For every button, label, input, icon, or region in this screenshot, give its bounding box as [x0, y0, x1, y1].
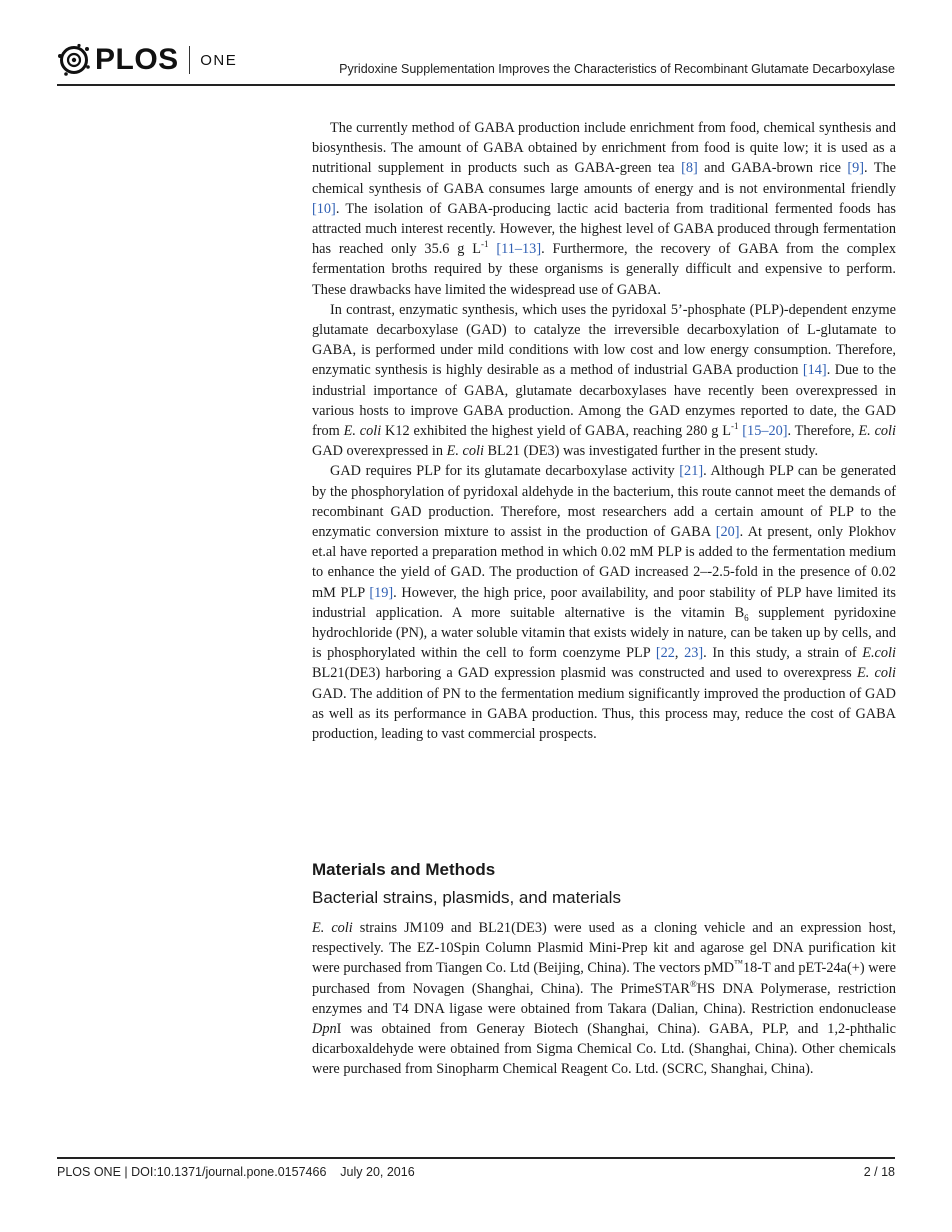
citation-link[interactable]: [8] [681, 160, 698, 177]
citation-link[interactable]: [14] [802, 362, 827, 379]
footer-citation: PLOS ONE | DOI:10.1371/journal.pone.0157466 July 20, 2016 [57, 1165, 415, 1179]
logo-journal-text: ONE [200, 51, 238, 69]
header-divider [57, 84, 895, 86]
citation-link[interactable]: [21] [679, 463, 704, 480]
citation-link[interactable]: [9] [847, 160, 865, 177]
citation-link[interactable]: [20] [715, 524, 740, 541]
plos-one-logo [57, 42, 237, 78]
plos-logo-icon [57, 43, 91, 77]
paragraph-materials: E. coli strains JM109 and BL21(DE3) were used as a cloning vehicle and an expression host, respectively. The EZ-10Spin Column Plasmid Mini-Prep kit and agarose gel DNA purification kit were purchased from Tiangen Co. Ltd (Beijing, China). The vectors pMD™18-T and pET-24a(+) were purchased from Novagen (Shanghai, China). The PrimeSTAR®HS DNA Polymerase, restriction enzymes and T4 DNA ligase were obtained from Takara (Dalian, China). Restriction endonuclease DpnI was obtained from Generay Biotech (Shanghai, China). GABA, PLP, and 1,2-phthalic dicarboxaldehyde were obtained from Sigma Chemical Co. Ltd. (Shanghai, China). Other chemicals were purchased from Sinopharm Chemical Reagent Co. Ltd. (SCRC, Shanghai, China). [312, 920, 896, 1078]
body-column-methods [312, 918, 896, 1080]
paragraph-plp-requirement: GAD requires PLP for its glutamate decarboxylase activity [21]. Although PLP can be generated by the phosphorylation of pyridoxal aldehyde in the bacterium, this route cannot meet the demands of recombinant GAD production. Therefore, most researchers add a certain amount of PLP to the enzymatic conversion mixture to assist in the production of GABA [20]. At present, only Plokhov et.al have reported a preparation method in which 0.02 mM PLP is added to the fermentation medium to enhance the yield of GAD. The production of GAD increased 2–-2.5-fold in the presence of 0.02 mM PLP [19]. However, the high price, poor availability, and poor stability of PLP have limited its industrial application. A more suitable alternative is the vitamin $B_6$ supplement pyridoxine hydrochloride (PN), a water soluble vitamin that exists widely in nature, can be taken up by cells, and is phosphorylated within the cell to form coenzyme PLP [22, 23]. In this study, a strain of E.coli BL21(DE3) harboring a GAD expression plasmid was constructed and used to overexpress E. coli GAD. The addition of PN to the fermentation medium significantly improved the production of GAD as well as its performance in GABA production. Thus, this process may, reduce the cost of GABA production, leading to vast commercial prospects. [312, 463, 896, 743]
citation-link[interactable]: [19] [369, 584, 394, 601]
citation-link[interactable]: [22 [655, 645, 675, 662]
citation-link[interactable]: [11–13] [496, 241, 542, 258]
running-title: Pyridoxine Supplementation Improves the Characteristics of Recombinant Glutamate Decarboxylase [339, 62, 895, 76]
citation-link[interactable]: [10] [312, 200, 336, 217]
section-heading: Materials and Methods [312, 860, 496, 879]
logo-separator [189, 46, 191, 74]
paragraph-enzymatic-synthesis: In contrast, enzymatic synthesis, which uses the pyridoxal 5’-phosphate (PLP)-dependent enzyme glutamate decarboxylase (GAD) to catalyze the irreversible decarboxylation of L-glutamate to GABA, is performed under mild conditions with low cost and low energy consumption. Therefore, enzymatic synthesis is highly desirable as a method of industrial GABA production [14]. Due to the industrial importance of GABA, glutamate decarboxylases have recently been overexpressed in various hosts to improve GABA production. Among the GAD enzymes reported to date, the GAD from E. coli K12 exhibited the highest yield of GABA, reaching 280 g $L^{-1}$ [15–20]. Therefore, E. coli GAD overexpressed in E. coli BL21 (DE3) was investigated further in the present study. [312, 301, 897, 460]
logo-plos-text: PLOS [95, 43, 179, 76]
subsection-heading: Bacterial strains, plasmids, and materials [312, 888, 621, 907]
body-column [312, 118, 896, 744]
citation-link[interactable]: 23] [684, 645, 704, 662]
citation-link[interactable]: [15–20] [742, 423, 788, 440]
footer-divider [57, 1157, 895, 1159]
paragraph-intro-methods: The currently method of GABA production include enrichment from food, chemical synthesis and biosynthesis. The amount of GABA obtained by enrichment from food is quite low; it is used as a nutritional supplement in products such as GABA-green tea [8] and GABA-brown rice [9]. The chemical synthesis of GABA consumes large amounts of energy and is not environmental friendly [10]. The isolation of GABA-producing lactic acid bacteria from traditional fermented foods has attracted much interest recently. However, the highest level of GABA produced through fermentation has reached only 35.6 g $L^{-1}$ [11–13]. Furthermore, the recovery of GABA from the complex fermentation broths required by these organisms is generally difficult and expensive to perform. These drawbacks have limited the widespread use of GABA. [312, 120, 896, 298]
page-number: 2 / 18 [863, 1165, 895, 1179]
